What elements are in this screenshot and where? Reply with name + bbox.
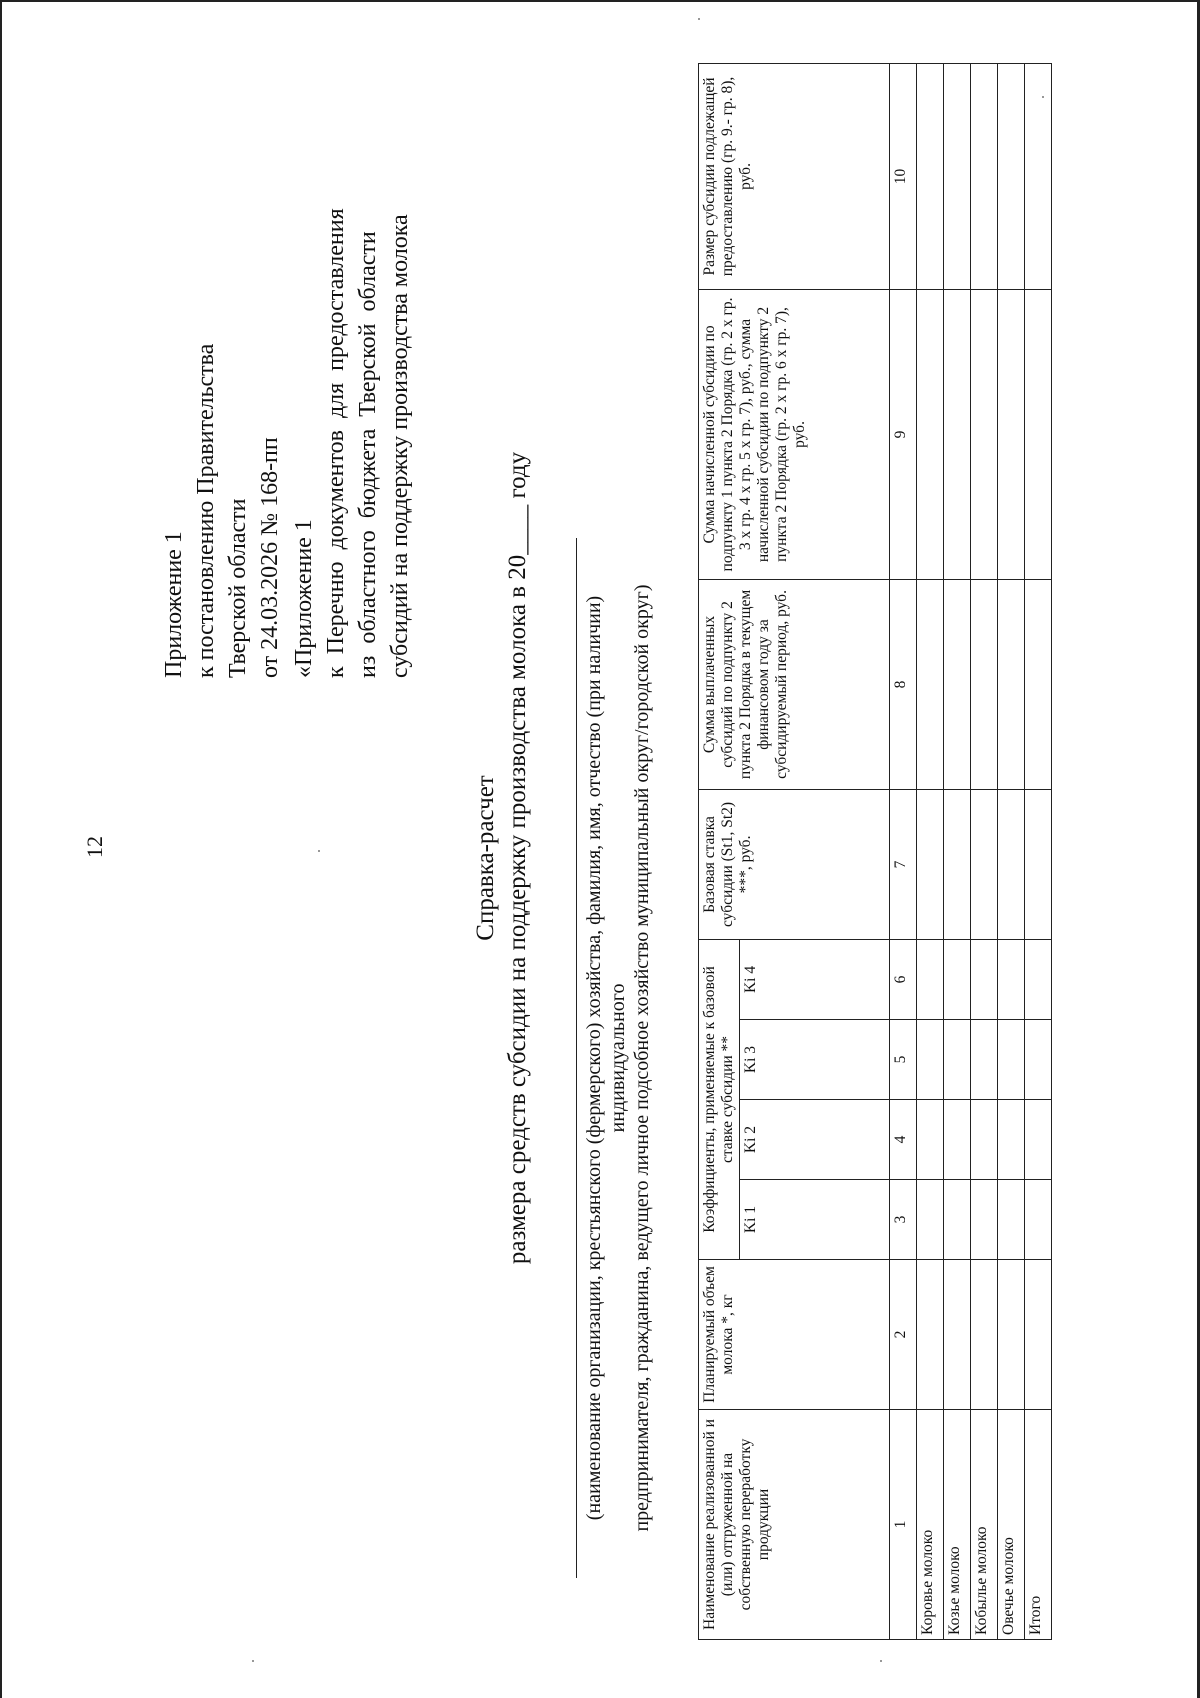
row-label: Кобылье молоко: [971, 1410, 998, 1640]
table-cell: [998, 1020, 1025, 1100]
table-row-total: [1025, 63, 1052, 1639]
table-cell: [917, 289, 944, 579]
approval-line: к постановлению Правительства: [193, 343, 219, 678]
column-number: 2: [890, 1260, 917, 1410]
header-base-rate: Базовая ставка субсидии (St1, St2) ***, руб.: [699, 789, 890, 939]
table-cell: [971, 939, 998, 1019]
table-cell: [944, 63, 971, 289]
table-cell: [971, 579, 998, 789]
table-cell: [1025, 1020, 1052, 1100]
table-cell: [998, 1100, 1025, 1180]
table-cell: [944, 1100, 971, 1180]
table-cell: [1025, 289, 1052, 579]
caption-line: (наименование организации, крестьянского (фермерского) хозяйства, фамилия, имя, отчество (при наличии) индивидуального: [583, 595, 629, 1521]
table-cell: [917, 1260, 944, 1410]
page-number: 12: [82, 836, 107, 858]
table-cell: [971, 289, 998, 579]
header-row: [699, 63, 740, 1639]
column-number: 6: [890, 939, 917, 1019]
header-ki4: Ki 4: [740, 939, 890, 1019]
table-cell: [971, 1260, 998, 1410]
recipient-name-line: [576, 538, 577, 1578]
table-cell: [998, 939, 1025, 1019]
header-planned-volume: Планируемый объем молока *, кг: [699, 1260, 890, 1410]
table-cell: [944, 289, 971, 579]
table-cell: [998, 579, 1025, 789]
row-label: Итого: [1025, 1410, 1052, 1640]
column-number: 1: [890, 1410, 917, 1640]
caption-line: предпринимателя, гражданина, ведущего личное подсобное хозяйство муниципальный округ/городской округ): [631, 584, 653, 1532]
table-cell: [971, 1020, 998, 1100]
table-cell: [998, 1260, 1025, 1410]
header-ki1: Ki 1: [740, 1180, 890, 1260]
header-paid-subsidies: Сумма выплаченных субсидий по подпункту 2 пункта 2 Порядка в текущем финансовом году за субсидируемый период, руб.: [699, 579, 890, 789]
column-number: 4: [890, 1100, 917, 1180]
table-row: [998, 63, 1025, 1639]
table-cell: [917, 1020, 944, 1100]
table-cell: [944, 1260, 971, 1410]
table-row: [917, 63, 944, 1639]
subsidy-calculation-table: [698, 63, 1052, 1640]
column-number: 10: [890, 63, 917, 289]
column-number: 7: [890, 789, 917, 939]
table-cell: [944, 1180, 971, 1260]
table-row: [971, 63, 998, 1639]
table-cell: [917, 579, 944, 789]
table-cell: [917, 939, 944, 1019]
header-subsidy-amount: Размер субсидии подлежащей предоставлению (гр. 9.- гр. 8), руб.: [699, 63, 890, 289]
table-cell: [998, 63, 1025, 289]
column-number-row: [890, 63, 917, 1639]
approval-inner-line: к Перечню документов для предоставления: [323, 208, 349, 678]
table-cell: [1025, 579, 1052, 789]
approval-inner-stamp: [288, 138, 416, 678]
approval-inner-line: «Приложение 1: [291, 519, 317, 678]
table-cell: [998, 1180, 1025, 1260]
approval-line: Тверской области: [225, 498, 251, 678]
approval-inner-line: субсидий на поддержку производства молока: [387, 214, 413, 678]
table-cell: [1025, 1180, 1052, 1260]
table-cell: [971, 1180, 998, 1260]
column-number: 3: [890, 1180, 917, 1260]
column-number: 5: [890, 1020, 917, 1100]
header-ki2: Ki 2: [740, 1100, 890, 1180]
table-cell: [1025, 1260, 1052, 1410]
table-cell: [971, 1100, 998, 1180]
approval-inner-line: из областного бюджета Тверской области: [355, 231, 381, 678]
row-label: Овечье молоко: [998, 1410, 1025, 1640]
table-cell: [917, 789, 944, 939]
approval-stamp: [158, 344, 286, 678]
table-cell: [1025, 1100, 1052, 1180]
approval-line: от 24.03.2026 № 168-пп: [257, 437, 283, 678]
header-accrued-subsidy: Сумма начисленной субсидии по подпункту 1 пункта 2 Порядка (гр. 2 х гр. 3 х гр. 4 х гр. 5 х гр. 7), руб., сумма начисленной субсидии по подпункту 2 пункта 2 Порядка (гр. 2 х гр. 6 х гр. 7), руб.: [699, 289, 890, 579]
column-number: 9: [890, 289, 917, 579]
table-row: [944, 63, 971, 1639]
row-label: Козье молоко: [944, 1410, 971, 1640]
table-cell: [971, 63, 998, 289]
table-cell: [917, 1100, 944, 1180]
table-cell: [1025, 789, 1052, 939]
table-cell: [998, 289, 1025, 579]
table-cell: [944, 789, 971, 939]
table-cell: [998, 789, 1025, 939]
header-coefficients: Коэффициенты, применяемые к базовой ставке субсидии **: [699, 939, 740, 1259]
table-cell: [1025, 63, 1052, 289]
header-ki3: Ki 3: [740, 1020, 890, 1100]
recipient-name-caption: [582, 558, 654, 1558]
approval-line: Приложение 1: [161, 531, 187, 678]
title-line: Справка-расчет: [472, 775, 499, 941]
table-cell: [1025, 939, 1052, 1019]
table-cell: [944, 1020, 971, 1100]
table-cell: [971, 789, 998, 939]
table-cell: [944, 939, 971, 1019]
table-cell: [944, 579, 971, 789]
table-cell: [917, 63, 944, 289]
table-cell: [917, 1180, 944, 1260]
column-number: 8: [890, 579, 917, 789]
document-title: [470, 158, 534, 1558]
header-product: Наименование реализованной и (или) отгруженной на собственную переработку продукции: [699, 1410, 890, 1640]
title-line: размера средств субсидии на поддержку производства молока в 20____ году: [504, 451, 531, 1265]
row-label: Коровье молоко: [917, 1410, 944, 1640]
